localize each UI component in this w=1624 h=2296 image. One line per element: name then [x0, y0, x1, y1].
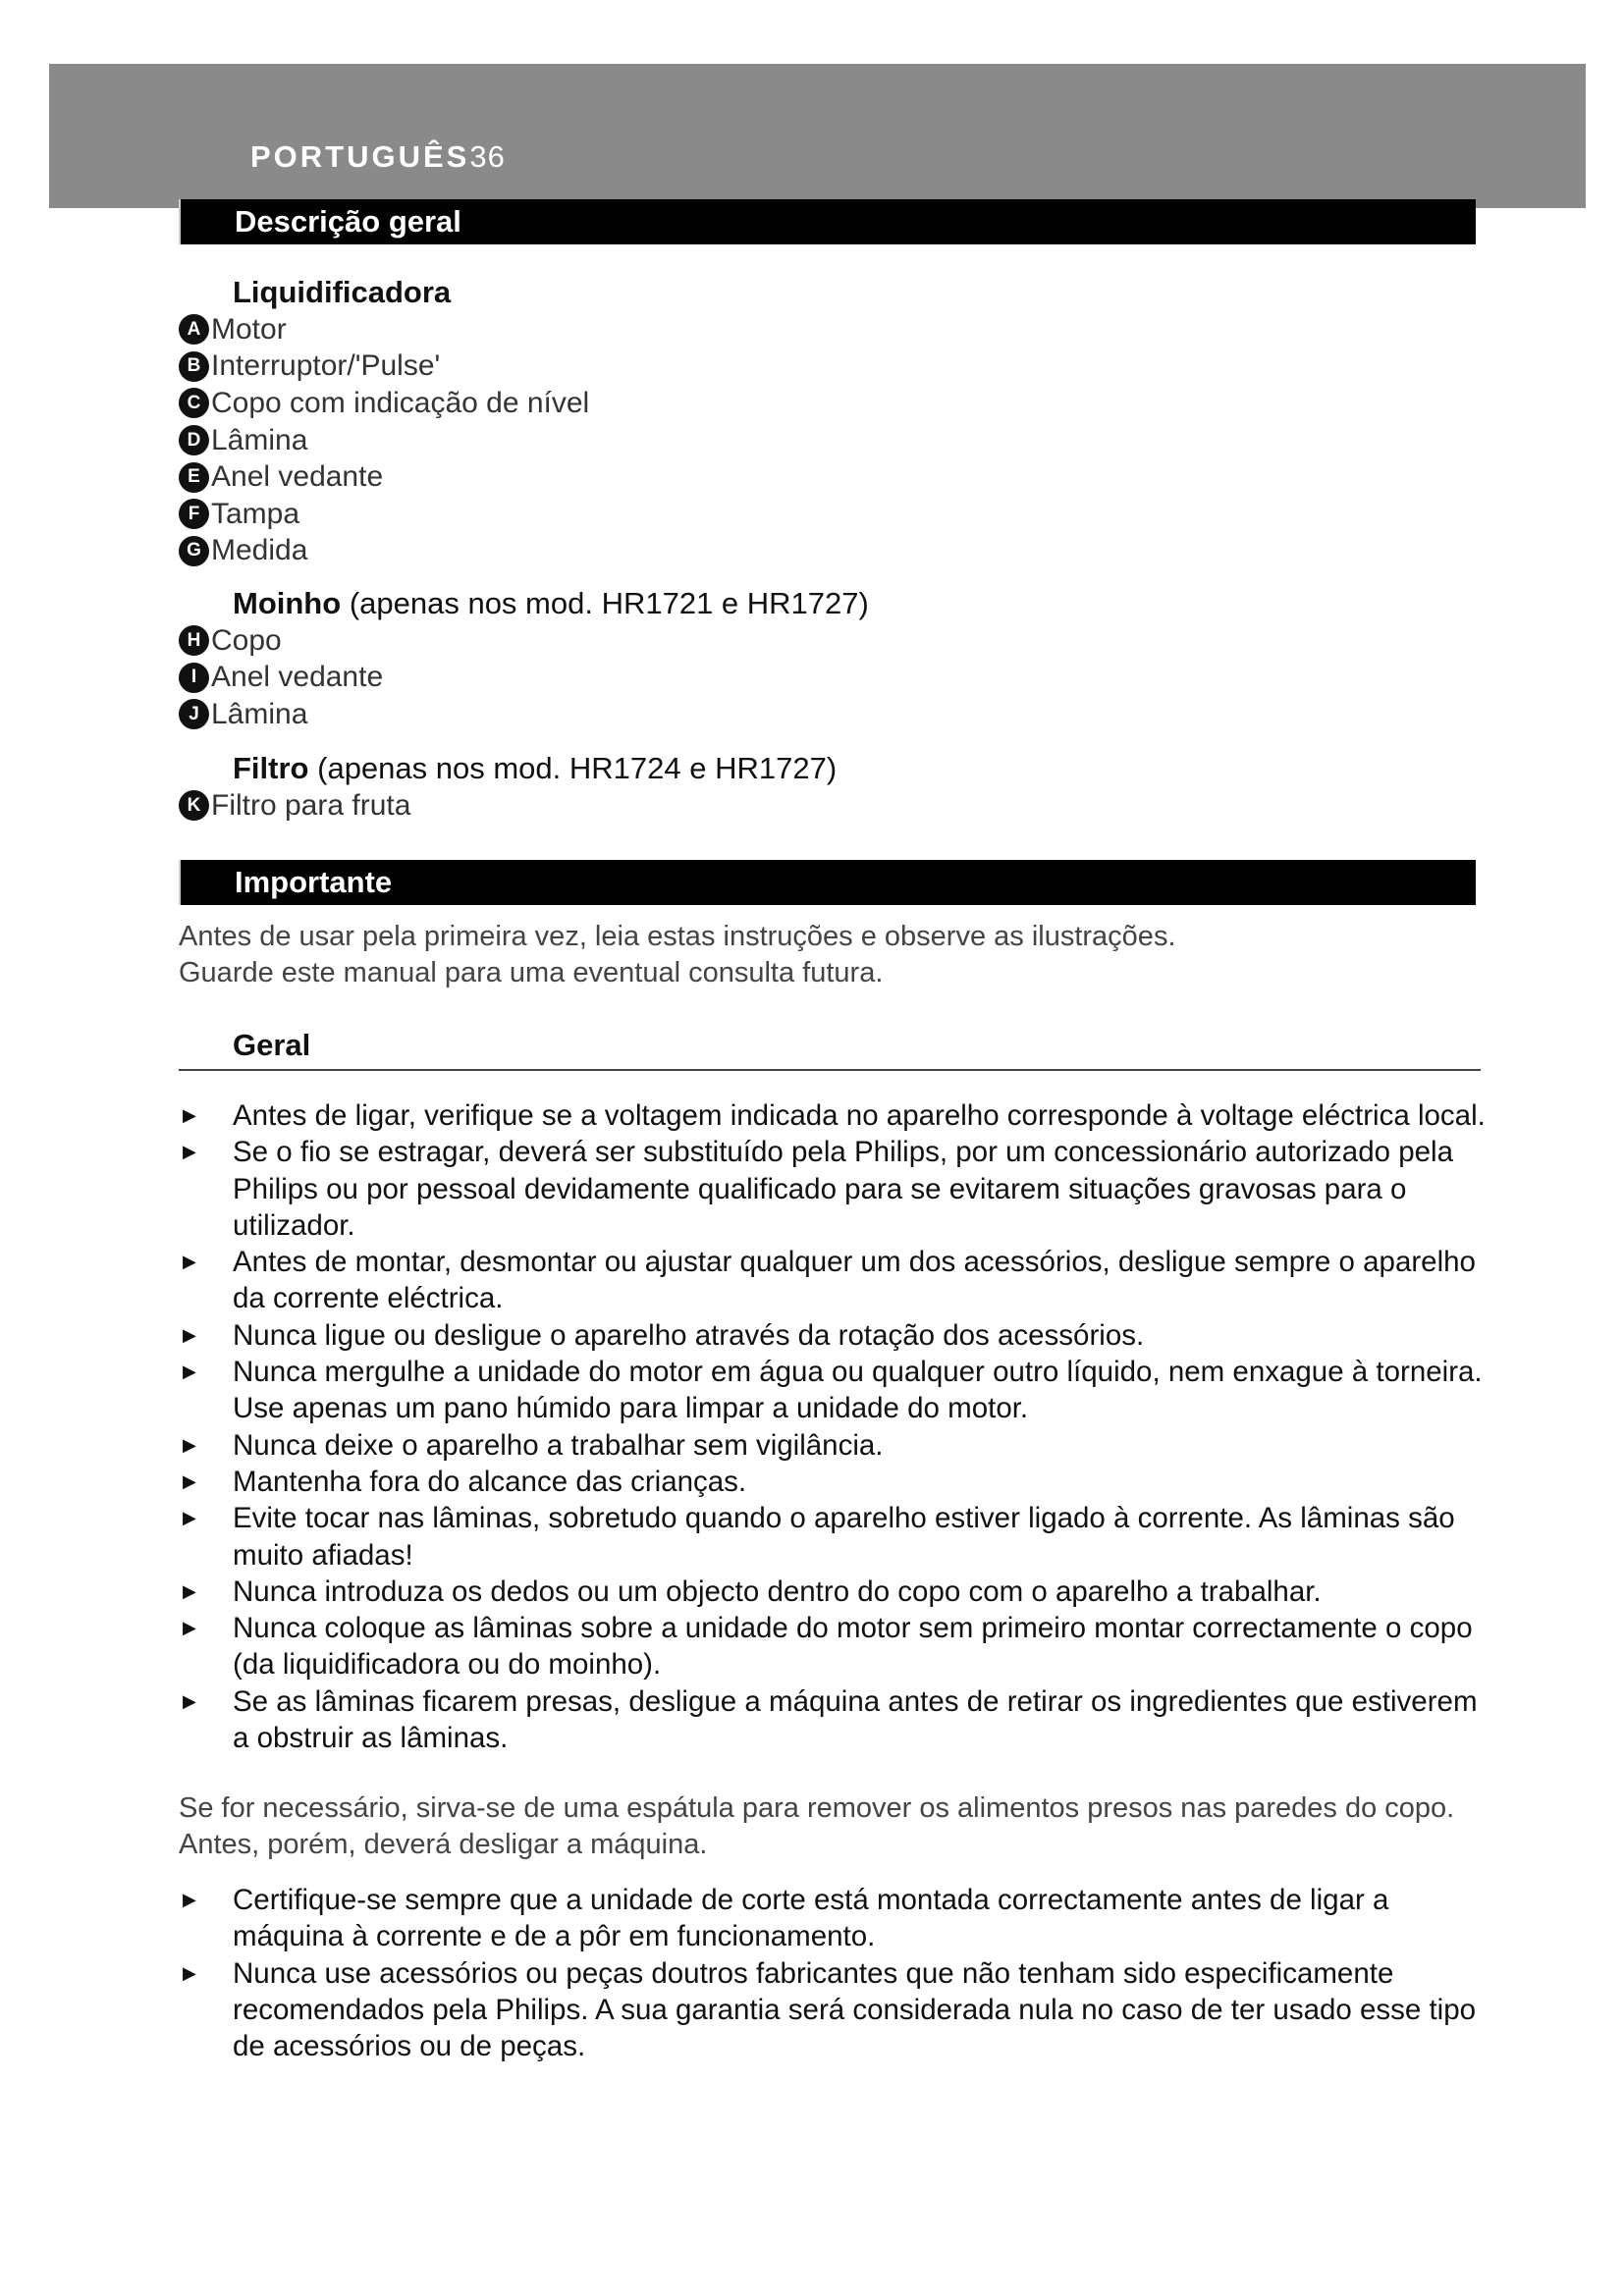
part-label: Motor	[211, 312, 287, 346]
bullet-item	[167, 1244, 1488, 1317]
part-item	[179, 311, 589, 348]
filter-model-note: (apenas nos mod. HR1724 e HR1727)	[317, 751, 838, 785]
part-item	[179, 385, 589, 422]
part-item	[179, 696, 383, 733]
bullet-text: Evite tocar nas lâminas, sobretudo quando o aparelho estiver ligado à corrente. As lâminas são muito afiadas!	[233, 1502, 1455, 1572]
important-intro	[179, 919, 1485, 991]
bullet-arrow-icon: ▶	[183, 1362, 196, 1382]
bullet-arrow-icon: ▶	[183, 1252, 196, 1272]
text-line: Antes de usar pela primeira vez, leia estas instruções e observe as ilustrações.	[179, 921, 1176, 952]
filter-parts-list	[179, 787, 410, 825]
blender-heading: Liquidificadora	[233, 275, 452, 309]
bullet-text: Se as lâminas ficarem presas, desligue a máquina antes de retirar os ingredientes que estiverem a obstruir as lâminas.	[233, 1684, 1478, 1755]
mill-heading	[233, 586, 869, 621]
bullet-item	[167, 1317, 1488, 1354]
letter-badge-icon: I	[179, 663, 209, 693]
bullet-text: Certifique-se sempre que a unidade de corte está montada correctamente antes de ligar a máquina à corrente e de a pôr em funcionamento.	[233, 1884, 1389, 1953]
bullet-arrow-icon: ▶	[183, 1962, 196, 1983]
bullet-arrow-icon: ▶	[183, 1434, 196, 1455]
part-label: Anel vedante	[211, 661, 384, 694]
bullet-arrow-icon: ▶	[183, 1324, 196, 1345]
bullet-arrow-icon: ▶	[183, 1890, 196, 1909]
bullet-item	[167, 1683, 1488, 1757]
general-divider	[179, 1069, 1481, 1071]
bullet-text: Se o fio se estragar, deverá ser substituído pela Philips, por um concessionário autorizado pela Philips ou por pessoal devidamente qualificado para se evitarem situações gravosas para o utilizador.	[233, 1136, 1453, 1242]
bullet-item	[167, 1500, 1488, 1574]
part-label: Copo	[211, 623, 282, 657]
mill-model-note: (apenas nos mod. HR1721 e HR1727)	[349, 586, 869, 620]
bullet-arrow-icon: ▶	[183, 1142, 196, 1162]
letter-badge-icon: A	[179, 314, 209, 345]
section-title-overview: Descrição geral	[179, 199, 1476, 244]
bullet-text: Antes de ligar, verifique se a voltagem indicada no aparelho corresponde à voltage eléctrica local.	[233, 1099, 1486, 1132]
bullet-item	[167, 1610, 1488, 1683]
text-line: Se for necessário, sirva-se de uma espátula para remover os alimentos presos nas paredes do copo.	[179, 1792, 1455, 1824]
part-item	[179, 422, 589, 459]
bullet-text: Nunca coloque as lâminas sobre a unidade do motor sem primeiro montar correctamente o copo (da liquidificadora ou do moinho).	[233, 1612, 1473, 1682]
letter-badge-icon: G	[179, 536, 209, 566]
part-label: Filtro para fruta	[211, 788, 411, 822]
part-item	[179, 533, 589, 570]
bullet-text: Nunca introduza os dedos ou um objecto dentro do copo com o aparelho a trabalhar.	[233, 1575, 1322, 1608]
section-title-important: Importante	[179, 860, 1476, 905]
filter-heading	[233, 751, 837, 786]
bullet-text: Nunca ligue ou desligue o aparelho através da rotação dos acessórios.	[233, 1318, 1145, 1352]
bullet-arrow-icon: ▶	[183, 1508, 196, 1528]
bullet-item	[167, 1097, 1488, 1134]
bullet-arrow-icon: ▶	[183, 1690, 196, 1711]
bullet-text: Nunca use acessórios ou peças doutros fabricantes que não tenham sido especificamente recomendados pela Philips. A sua garantia será considerada nula no caso de ter usado esse tipo de acessórios ou de peças.	[233, 1956, 1477, 2063]
part-item	[179, 660, 383, 697]
header-band	[49, 64, 1586, 208]
bullet-item	[167, 1427, 1488, 1464]
bullet-item	[167, 1882, 1488, 1955]
part-label: Anel vedante	[211, 460, 384, 494]
page-header-title	[250, 139, 506, 175]
letter-badge-icon: E	[179, 462, 209, 493]
part-label: Copo com indicação de nível	[211, 386, 590, 419]
part-item	[179, 348, 589, 386]
bullet-text: Antes de montar, desmontar ou ajustar qualquer um dos acessórios, desligue sempre o aparelho da corrente eléctrica.	[233, 1246, 1476, 1315]
mill-heading-label: Moinho	[233, 586, 342, 620]
part-item	[179, 622, 383, 660]
spatula-note	[179, 1790, 1485, 1863]
mill-parts-list	[179, 622, 383, 733]
bullet-item	[167, 1574, 1488, 1610]
bullet-item	[167, 1464, 1488, 1500]
safety-bullet-list-1	[167, 1097, 1488, 1756]
letter-badge-icon: D	[179, 425, 209, 455]
part-label: Lâmina	[211, 697, 308, 730]
letter-badge-icon: B	[179, 351, 209, 382]
part-label: Medida	[211, 534, 308, 567]
language-label: PORTUGUÊS	[250, 139, 470, 174]
bullet-item	[167, 1354, 1488, 1427]
part-label: Lâmina	[211, 423, 308, 456]
blender-parts-list	[179, 311, 589, 569]
letter-badge-icon: H	[179, 625, 209, 656]
filter-heading-label: Filtro	[233, 751, 309, 785]
letter-badge-icon: C	[179, 388, 209, 418]
text-line: Guarde este manual para uma eventual consulta futura.	[179, 957, 884, 988]
bullet-text: Nunca deixe o aparelho a trabalhar sem vigilância.	[233, 1428, 884, 1462]
part-label: Tampa	[211, 497, 300, 530]
bullet-arrow-icon: ▶	[183, 1105, 196, 1125]
letter-badge-icon: F	[179, 499, 209, 529]
bullet-text: Mantenha fora do alcance das crianças.	[233, 1465, 747, 1498]
bullet-item	[167, 1134, 1488, 1244]
bullet-item	[167, 1955, 1488, 2065]
letter-badge-icon: K	[179, 790, 209, 821]
bullet-arrow-icon: ▶	[183, 1618, 196, 1638]
bullet-arrow-icon: ▶	[183, 1580, 196, 1601]
part-item	[179, 787, 410, 825]
bullet-text: Nunca mergulhe a unidade do motor em água ou qualquer outro líquido, nem enxague à torneira. Use apenas um pano húmido para limpar a unidade do motor.	[233, 1356, 1483, 1425]
letter-badge-icon: J	[179, 699, 209, 729]
text-line: Antes, porém, deverá desligar a máquina.	[179, 1829, 708, 1860]
page-number: 36	[469, 139, 506, 174]
part-item	[179, 458, 589, 496]
bullet-arrow-icon: ▶	[183, 1470, 196, 1491]
part-item	[179, 496, 589, 533]
part-label: Interruptor/'Pulse'	[211, 349, 441, 383]
general-heading: Geral	[233, 1028, 311, 1062]
safety-bullet-list-2	[167, 1882, 1488, 2064]
